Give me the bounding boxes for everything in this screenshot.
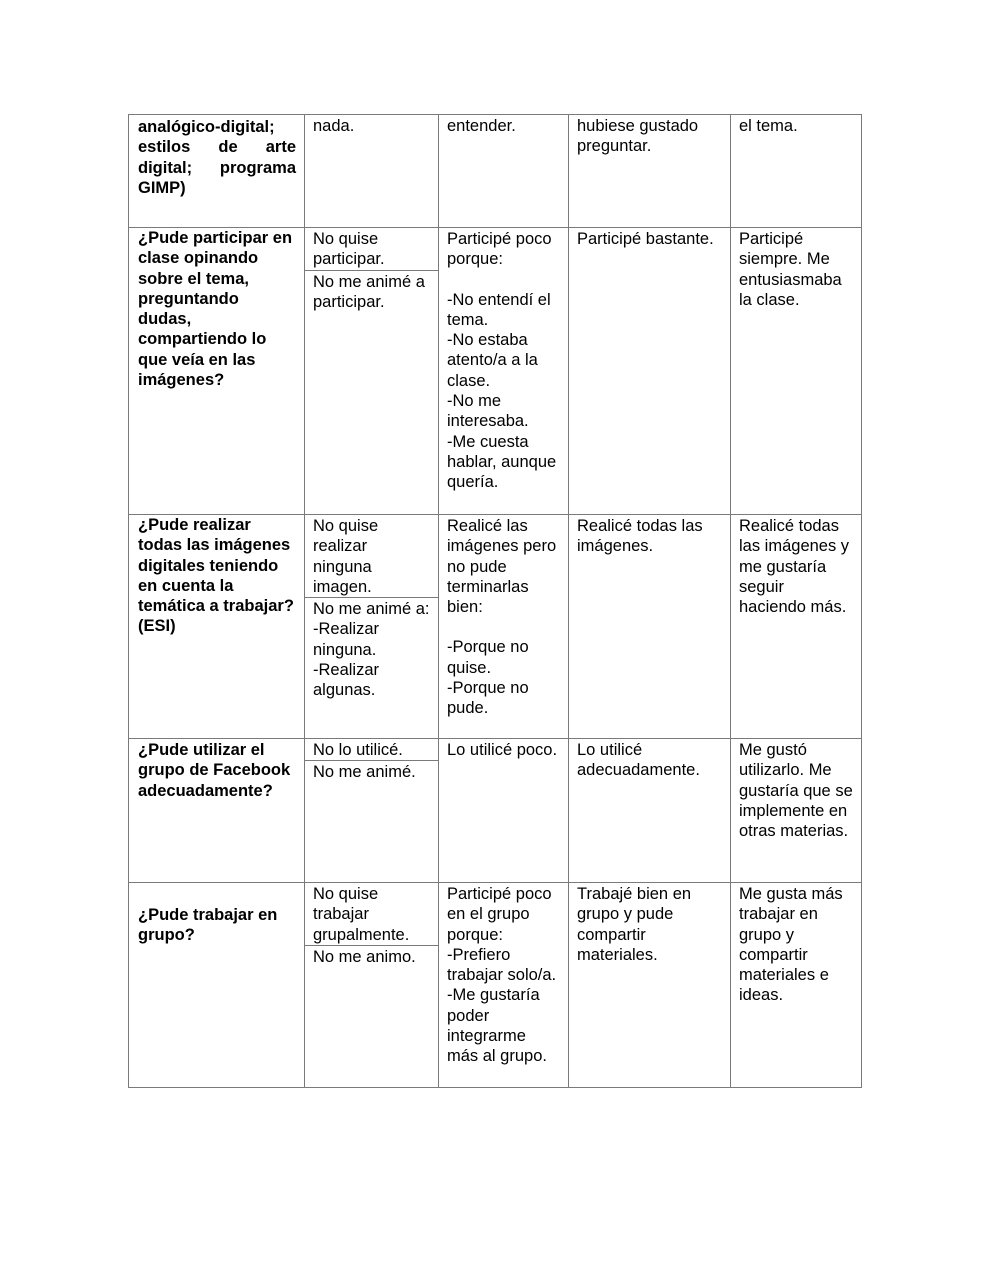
criterion-cell	[129, 115, 305, 228]
level4-text: Me gusta más trabajar en grupo y compartir materiales e ideas.	[739, 885, 843, 1005]
level4-cell	[731, 515, 862, 739]
level1-cell	[305, 739, 439, 883]
criterion-text: ¿Pude utilizar el grupo de Facebook adecuadamente?	[138, 741, 291, 800]
rubric-table	[128, 114, 862, 1088]
table-row	[129, 228, 862, 515]
level2-reasons: -No entendí el tema. -No estaba atento/a a la clase. -No me interesaba. -Me cuesta hablar, aunque quería.	[447, 290, 557, 492]
criterion-cell	[129, 515, 305, 739]
criterion-text: ¿Pude participar en clase opinando sobre el tema, preguntando dudas, compartiendo lo que veía en las imágenes?	[138, 229, 293, 390]
level1-option: No lo utilicé.	[313, 741, 403, 759]
table-row	[129, 739, 862, 883]
level4-text: Me gustó utilizarlo. Me gustaría que se implemente en otras materias.	[739, 741, 853, 841]
level1-cell	[305, 228, 439, 515]
level4-cell	[731, 115, 862, 228]
table-row	[129, 115, 862, 228]
level2-intro: Participé poco porque:	[447, 230, 552, 269]
level1-option: No quise realizar ninguna imagen.	[313, 517, 379, 596]
level2-text: Lo utilicé poco.	[447, 741, 558, 759]
level3-cell	[569, 515, 731, 739]
criterion-cell	[129, 228, 305, 515]
level1-option: No me animé a: -Realizar ninguna. -Realizar algunas.	[305, 597, 438, 700]
level2-cell	[439, 515, 569, 739]
level3-text: Lo utilicé adecuadamente.	[577, 741, 700, 780]
level4-cell	[731, 228, 862, 515]
level3-cell	[569, 115, 731, 228]
level4-text: el tema.	[739, 117, 798, 135]
level3-cell	[569, 883, 731, 1088]
level1-option: No me animo.	[305, 945, 438, 967]
level1-option: nada.	[313, 117, 355, 135]
level3-text: Participé bastante.	[577, 230, 714, 248]
level1-option: No me animé a participar.	[305, 270, 438, 313]
criterion-cell	[129, 739, 305, 883]
level3-text: Trabajé bien en grupo y pude compartir materiales.	[577, 885, 692, 964]
criterion-cell	[129, 883, 305, 1088]
level1-option: No quise trabajar grupalmente.	[313, 885, 410, 944]
level2-cell	[439, 228, 569, 515]
table-row	[129, 883, 862, 1088]
table-row	[129, 515, 862, 739]
level3-text: Realicé todas las imágenes.	[577, 517, 703, 556]
level4-cell	[731, 739, 862, 883]
level1-option: No me animé.	[305, 760, 438, 782]
level2-cell	[439, 739, 569, 883]
level2-intro: Realicé las imágenes pero no pude terminarlas bien:	[447, 517, 557, 617]
level4-text: Realicé todas las imágenes y me gustaría seguir haciendo más.	[739, 517, 850, 617]
level1-cell	[305, 115, 439, 228]
criterion-text: ¿Pude trabajar en grupo?	[138, 906, 278, 945]
level2-text: Participé poco en el grupo porque: -Prefiero trabajar solo/a. -Me gustaría poder integrarme más al grupo.	[447, 885, 557, 1066]
level2-cell	[439, 883, 569, 1088]
level2-cell	[439, 115, 569, 228]
criterion-text: ¿Pude realizar todas las imágenes digitales teniendo en cuenta la temática a trabajar? (ESI)	[138, 516, 294, 636]
level2-text: entender.	[447, 117, 516, 135]
level3-cell	[569, 739, 731, 883]
level4-cell	[731, 883, 862, 1088]
level1-option: No quise participar.	[313, 230, 385, 269]
level1-cell	[305, 883, 439, 1088]
level3-cell	[569, 228, 731, 515]
criterion-text: analógico-digital; estilos de arte digital; programa GIMP)	[138, 118, 296, 197]
level3-text: hubiese gustado preguntar.	[577, 117, 699, 156]
level2-reasons: -Porque no quise. -Porque no pude.	[447, 638, 529, 718]
level4-text: Participé siempre. Me entusiasmaba la clase.	[739, 230, 842, 309]
level1-cell	[305, 515, 439, 739]
